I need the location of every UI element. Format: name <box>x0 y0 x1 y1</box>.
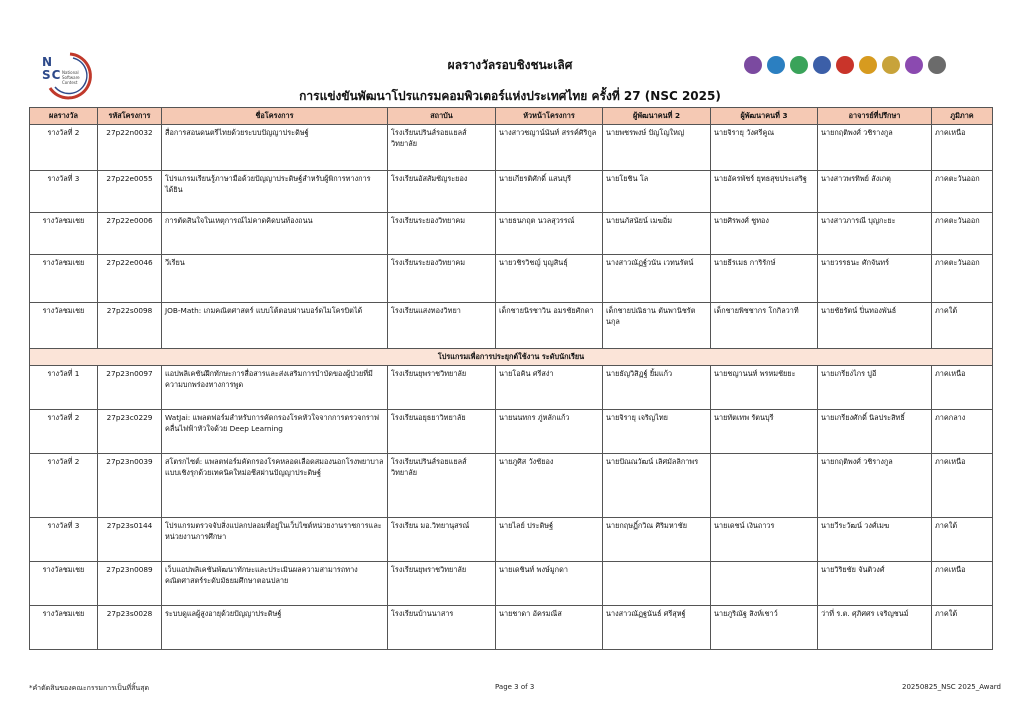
cell-project: สื่อการสอนดนตรีไทยด้วยระบบปัญญาประดิษฐ์ <box>162 125 388 171</box>
table-row <box>30 562 993 606</box>
sponsor-logo-icon <box>767 56 785 74</box>
page-title: ผลรางวัลรอบชิงชนะเลิศ <box>447 58 573 72</box>
cell-project: โปรแกรมตรวจจับสิ่งแปลกปลอมที่อยู่ในเว็บไซต์หน่วยงานราชการและหน่วยงานการศึกษา <box>162 518 388 562</box>
column-header: ผลรางวัล <box>30 108 98 125</box>
cell-leader: นายธนกฤต นวลสุวรรณ์ <box>496 213 603 255</box>
column-header: สถาบัน <box>388 108 496 125</box>
cell-award: รางวัลชมเชย <box>30 213 98 255</box>
sponsor-logo-icon <box>859 56 877 74</box>
cell-region: ภาคใต้ <box>932 303 993 349</box>
cell-code: 27p23s0144 <box>98 518 162 562</box>
cell-advisor: นายชัยรัตน์ ปิ่นทองพันธ์ <box>818 303 932 349</box>
cell-dev3: เด็กชายพิชชากร โกกิลวาที <box>711 303 818 349</box>
cell-leader: นายภูศิส วังชัยอง <box>496 454 603 518</box>
cell-school: โรงเรียนยุพราชวิทยาลัย <box>388 562 496 606</box>
cell-award: รางวัลที่ 2 <box>30 410 98 454</box>
section-header-row <box>30 349 993 366</box>
table-row <box>30 454 993 518</box>
sponsor-logo-icon <box>905 56 923 74</box>
table-row <box>30 213 993 255</box>
sponsor-logo-icon <box>928 56 946 74</box>
cell-code: 27p23n0089 <box>98 562 162 606</box>
cell-school: โรงเรียนปรินส์รอยแยลส์วิทยาลัย <box>388 125 496 171</box>
cell-dev3: นายภูริณัฐ สิงห์เชาว์ <box>711 606 818 650</box>
table-row <box>30 303 993 349</box>
sponsor-logo-icon <box>790 56 808 74</box>
cell-leader: นายเดชินท์ พงษ์มูกดา <box>496 562 603 606</box>
nsc-logo <box>40 50 96 100</box>
cell-dev3: นายชญานนท์ พรหมชัยยะ <box>711 366 818 410</box>
title-block <box>250 50 770 106</box>
cell-school: โรงเรียนปรินส์รอยแยลส์วิทยาลัย <box>388 454 496 518</box>
cell-dev3 <box>711 562 818 606</box>
cell-code: 27p22e0046 <box>98 255 162 303</box>
cell-code: 27p22e0055 <box>98 171 162 213</box>
cell-advisor: นายเกรียงไกร บู่อี <box>818 366 932 410</box>
cell-dev2: นายปัณณวัฒน์ เลิศมัลลิกาพร <box>603 454 711 518</box>
sponsor-logos <box>744 56 946 74</box>
cell-project: JOB-Math: เกมคณิตศาสตร์ แบบโต้ตอบผ่านบอร์ดไมโครบิตได้ <box>162 303 388 349</box>
cell-region: ภาคใต้ <box>932 606 993 650</box>
cell-project: โปรแกรมเรียนรู้ภาษามือด้วยปัญญาประดิษฐ์สำหรับผู้พิการทางการได้ยิน <box>162 171 388 213</box>
cell-project: การตัดสินใจในเหตุการณ์ไม่คาดคิดบนท้องถนน <box>162 213 388 255</box>
cell-leader: เด็กชายนิรชาวิน อมรชัยศักดา <box>496 303 603 349</box>
cell-leader: นายชาดา อัครมณีส <box>496 606 603 650</box>
cell-dev2: เด็กชายปณิธาน ตันพานิชรัตนกุล <box>603 303 711 349</box>
cell-dev2: นายกฤษฏิ์กวิณ ศิริมหาชัย <box>603 518 711 562</box>
cell-dev2: นายพชรพงษ์ ปัญโญใหญ่ <box>603 125 711 171</box>
table-row <box>30 518 993 562</box>
column-header: หัวหน้าโครงการ <box>496 108 603 125</box>
cell-region: ภาคเหนือ <box>932 562 993 606</box>
column-header: รหัสโครงการ <box>98 108 162 125</box>
sponsor-logo-icon <box>882 56 900 74</box>
cell-advisor: นายเกรียงศักดิ์ นิลประสิทธิ์ <box>818 410 932 454</box>
cell-region: ภาคกลาง <box>932 410 993 454</box>
cell-code: 27p23n0097 <box>98 366 162 410</box>
cell-code: 27p22e0006 <box>98 213 162 255</box>
cell-code: 27p23c0229 <box>98 410 162 454</box>
table-row <box>30 366 993 410</box>
column-header: ผู้พัฒนาคนที่ 2 <box>603 108 711 125</box>
cell-advisor: นายวิริยชัย จันติวงศ์ <box>818 562 932 606</box>
cell-leader: นายเกียรติศักดิ์ แสนบุรี <box>496 171 603 213</box>
cell-school: โรงเรียน มอ.วิทยานุสรณ์ <box>388 518 496 562</box>
cell-project: เว็บแอปพลิเคชันพัฒนาทักษะและประเมินผลความสามารถทางคณิตศาสตร์ระดับมัธยมศึกษาตอนปลาย <box>162 562 388 606</box>
cell-award: รางวัลที่ 1 <box>30 366 98 410</box>
cell-code: 27p23s0028 <box>98 606 162 650</box>
table-row <box>30 410 993 454</box>
cell-dev2: นางสาวณัฏฐ์วนัน เวทนรัตน์ <box>603 255 711 303</box>
cell-school: โรงเรียนอยุธยาวิทยาลัย <box>388 410 496 454</box>
cell-advisor: นายวีระวัฒน์ วงศ์เมฆ <box>818 518 932 562</box>
cell-dev3 <box>711 454 818 518</box>
cell-advisor: นายกฤติพงศ์ วชิรางกูล <box>818 454 932 518</box>
logo-letters: NSC <box>42 55 62 82</box>
cell-dev3: นายทัตเทพ รัตนบุรี <box>711 410 818 454</box>
column-header: อาจารย์ที่ปรึกษา <box>818 108 932 125</box>
footer-note: *คำตัดสินของคณะกรรมการเป็นที่สิ้นสุด <box>29 684 150 692</box>
cell-school: โรงเรียนระยองวิทยาคม <box>388 213 496 255</box>
cell-school: โรงเรียนระยองวิทยาคม <box>388 255 496 303</box>
cell-project: WatJai: แพลตฟอร์มสำหรับการคัดกรองโรคหัวใจจากการตรวจกราฟคลื่นไฟฟ้าหัวใจด้วย Deep Learning <box>162 410 388 454</box>
cell-dev3: นายจิรายุ วังศรีคูณ <box>711 125 818 171</box>
cell-school: โรงเรียนอัสสัมชัญระยอง <box>388 171 496 213</box>
cell-advisor: นายกฤติพงศ์ วชิรางกูล <box>818 125 932 171</box>
cell-award: รางวัลที่ 3 <box>30 518 98 562</box>
cell-school: โรงเรียนบ้านนาสาร <box>388 606 496 650</box>
cell-advisor: นายวรรธนะ ศักจันทร์ <box>818 255 932 303</box>
column-header: ผู้พัฒนาคนที่ 3 <box>711 108 818 125</box>
cell-region: ภาคเหนือ <box>932 366 993 410</box>
cell-leader: นายโอคิน ศรีสง่า <box>496 366 603 410</box>
cell-leader: นายวชิรวิชญ์ บุญสินธุ์ <box>496 255 603 303</box>
table-row <box>30 171 993 213</box>
cell-award: รางวัลชมเชย <box>30 562 98 606</box>
cell-dev2: นายนภัสนัยน์ เมฆอิ่ม <box>603 213 711 255</box>
table-row <box>30 606 993 650</box>
cell-dev3: นายธีรเมธ การิรักษ์ <box>711 255 818 303</box>
table-header-row <box>30 108 993 125</box>
cell-project: วีเรียน <box>162 255 388 303</box>
cell-award: รางวัลชมเชย <box>30 303 98 349</box>
cell-dev2: นายธัญวิสิฏฐ์ ยิ้มแก้ว <box>603 366 711 410</box>
cell-dev3: นายเดชน์ เงินถาวร <box>711 518 818 562</box>
sponsor-logo-icon <box>813 56 831 74</box>
cell-dev2: นางสาวณัฏฐนันธ์ ศรีสุหฐ์ <box>603 606 711 650</box>
cell-region: ภาคตะวันออก <box>932 171 993 213</box>
cell-region: ภาคเหนือ <box>932 125 993 171</box>
cell-code: 27p22s0098 <box>98 303 162 349</box>
footer-file: 20250825_NSC 2025_Award <box>902 683 1001 691</box>
cell-advisor: นางสาวภารณี บุญกะยะ <box>818 213 932 255</box>
cell-region: ภาคตะวันออก <box>932 255 993 303</box>
logo-caption: National Software Contest <box>62 70 80 85</box>
cell-region: ภาคเหนือ <box>932 454 993 518</box>
column-header: ชื่อโครงการ <box>162 108 388 125</box>
cell-advisor: ว่าที่ ร.ต. ศุภิศศร เจริญชนม์ <box>818 606 932 650</box>
awards-table <box>29 107 993 650</box>
cell-code: 27p23n0039 <box>98 454 162 518</box>
sponsor-logo-icon <box>744 56 762 74</box>
cell-school: โรงเรียนยุพราชวิทยาลัย <box>388 366 496 410</box>
cell-award: รางวัลที่ 3 <box>30 171 98 213</box>
page-subtitle: การแข่งขันพัฒนาโปรแกรมคอมพิวเตอร์แห่งประเทศไทย ครั้งที่ 27 (NSC 2025) <box>299 89 721 103</box>
cell-region: ภาคใต้ <box>932 518 993 562</box>
cell-project: แอปพลิเคชันฝึกทักษะการสื่อสารและส่งเสริมการบำบัดของผู้ป่วยที่มีความบกพร่องทางการพูด <box>162 366 388 410</box>
cell-advisor: นางสาวพรทิพย์ สังเกตุ <box>818 171 932 213</box>
cell-leader: นายไลย์ ประดิษฐ์ <box>496 518 603 562</box>
cell-leader: นางสาวชญาน์นันท์ สรรค์ศิริกูล <box>496 125 603 171</box>
cell-dev2 <box>603 562 711 606</box>
section-title: โปรแกรมเพื่อการประยุกต์ใช้งาน ระดับนักเรียน <box>30 349 993 366</box>
cell-award: รางวัลที่ 2 <box>30 454 98 518</box>
cell-project: ระบบดูแลผู้สูงอายุด้วยปัญญาประดิษฐ์ <box>162 606 388 650</box>
cell-dev3: นายศิรพงศ์ ชูทอง <box>711 213 818 255</box>
cell-award: รางวัลที่ 2 <box>30 125 98 171</box>
cell-dev2: นายจิรายุ เจริญไทย <box>603 410 711 454</box>
cell-code: 27p22n0032 <box>98 125 162 171</box>
cell-dev2: นายโยชิน โล <box>603 171 711 213</box>
cell-dev3: นายอัครพัชร์ ยุทธสุขประเสริฐ <box>711 171 818 213</box>
sponsor-logo-icon <box>836 56 854 74</box>
cell-leader: นายนนทกร ภู่หลักแก้ว <box>496 410 603 454</box>
footer-page: Page 3 of 3 <box>495 683 535 691</box>
cell-award: รางวัลชมเชย <box>30 606 98 650</box>
column-header: ภูมิภาค <box>932 108 993 125</box>
table-row <box>30 255 993 303</box>
cell-school: โรงเรียนแสงทองวิทยา <box>388 303 496 349</box>
table-row <box>30 125 993 171</box>
cell-project: สโตรกไซต์: แพลตฟอร์มคัดกรองโรคหลอดเลือดสมองนอกโรงพยาบาลแบบเชิงรุกด้วยเทคนิคใหม่อชีสผ่านปัญญาประดิษฐ์ <box>162 454 388 518</box>
cell-award: รางวัลชมเชย <box>30 255 98 303</box>
cell-region: ภาคตะวันออก <box>932 213 993 255</box>
